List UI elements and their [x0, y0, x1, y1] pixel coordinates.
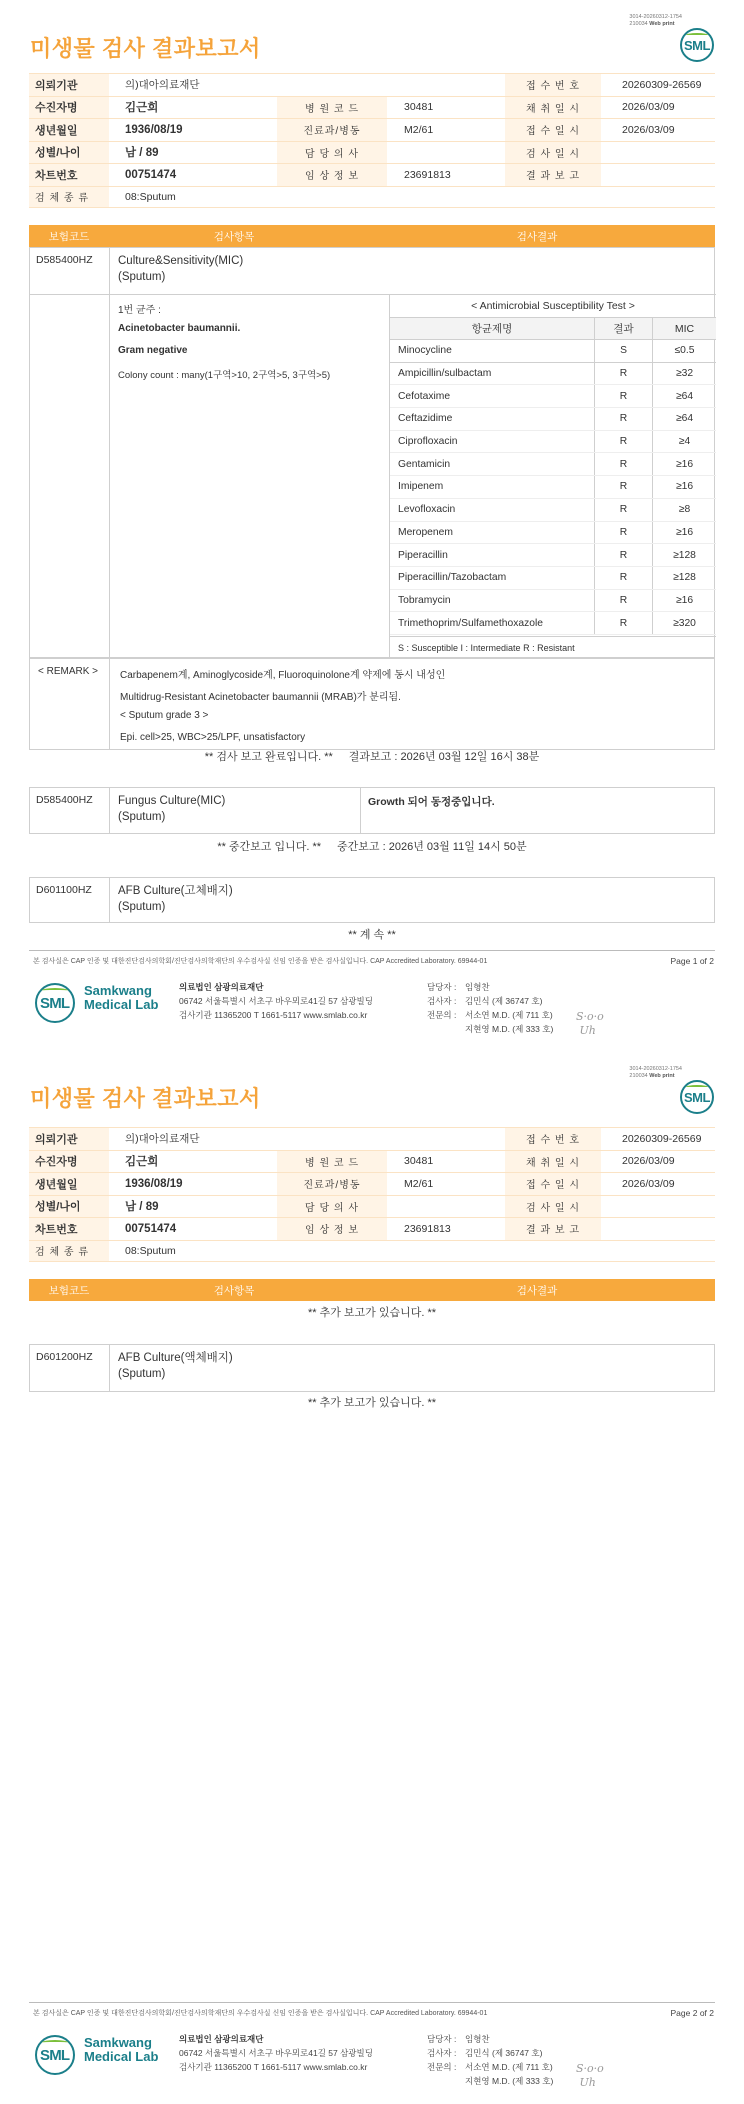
test-culture-sensitivity [29, 247, 715, 295]
ast-row [390, 453, 716, 476]
label-physician: 담 당 의 사 [277, 1196, 387, 1218]
logo-text: SML [684, 38, 710, 53]
footer-brand [84, 984, 158, 1012]
signature-image: S·o·o Uh [576, 1010, 604, 1037]
label-test-date: 검 사 일 시 [505, 1196, 601, 1218]
ast-mic: ≥16 [675, 481, 694, 493]
gram-stain: Gram negative [118, 345, 188, 356]
label-report-date: 결 과 보 고 [505, 1218, 601, 1240]
label-patient-name: 수진자명 [29, 1151, 109, 1173]
label-patient-name: 수진자명 [29, 97, 109, 119]
organism-label: 1번 균주 : [118, 305, 161, 316]
label-specimen-type: 검 체 종 류 [29, 1241, 109, 1262]
value-patient-name: 김근희 [125, 1156, 159, 1169]
ast-result: R [595, 363, 653, 385]
ast-mic: ≥128 [673, 549, 696, 561]
ast-result: R [595, 544, 653, 566]
value-accession: 20260309-26569 [622, 1132, 702, 1145]
ast-row [390, 567, 716, 590]
remark-label: < REMARK > [30, 659, 110, 749]
brand-line: Medical Lab [84, 2049, 159, 2064]
test-fungus-culture [29, 787, 715, 834]
staff-role: 전문의 : [427, 2062, 457, 2072]
sml-footer-logo [35, 983, 75, 1023]
value-birthdate: 1936/08/19 [125, 1177, 183, 1190]
value-specimen-type: 08:Sputum [125, 1244, 176, 1257]
brand-line: Samkwang [84, 983, 152, 998]
test-specimen: (Sputum) [118, 901, 166, 913]
test-specimen: (Sputum) [118, 271, 166, 283]
patient-info-table [29, 1127, 715, 1262]
ast-row [390, 544, 716, 567]
staff-role: 전문의 : [427, 1010, 457, 1020]
value-collection-date: 2026/03/09 [622, 101, 675, 114]
staff-name: 임형찬 [465, 2034, 490, 2044]
ast-row [390, 499, 716, 522]
ast-result: R [595, 453, 653, 475]
test-name: AFB Culture(액체배지) [118, 1352, 233, 1364]
brand-line: Samkwang [84, 2035, 152, 2050]
address: 06742 서울특별시 서초구 바우뫼로41길 57 삼광빌딩 [179, 996, 373, 1006]
label-accession: 접 수 번 호 [505, 74, 601, 96]
sml-logo [680, 1080, 714, 1114]
value-clinical-info: 23691813 [404, 1222, 451, 1235]
ast-col-drug: 항균제명 [390, 318, 595, 339]
ast-result: R [595, 522, 653, 544]
ast-drug: Tobramycin [390, 590, 595, 612]
ast-drug: Minocycline [390, 340, 595, 362]
footer-staff [427, 980, 553, 1036]
ast-drug: Ciprofloxacin [390, 431, 595, 453]
value-received-date: 2026/03/09 [622, 1177, 675, 1190]
ast-mic: ≤0.5 [674, 345, 695, 357]
test-specimen: (Sputum) [118, 811, 166, 823]
info-row [29, 73, 715, 96]
sml-footer-logo [35, 2035, 75, 2075]
organism-name: Acinetobacter baumannii. [118, 323, 241, 334]
status-text: ** 중간보고 입니다. ** [217, 841, 322, 853]
value-chart-number: 00751474 [125, 1222, 177, 1235]
staff-name: 서소연 M.D. (제 711 호) [465, 1010, 553, 1020]
ast-result: R [595, 408, 653, 430]
staff-role: 검사자 : [427, 996, 457, 1006]
colony-count: Colony count : many(1구역>10, 2구역>5, 3구역>5) [118, 370, 331, 381]
ast-table [390, 294, 716, 658]
staff-role: 검사자 : [427, 2048, 457, 2058]
ast-drug: Imipenem [390, 476, 595, 498]
ast-drug: Ampicillin/sulbactam [390, 363, 595, 385]
test-name: AFB Culture(고체배지) [118, 885, 233, 897]
ast-mic: ≥32 [675, 368, 694, 380]
logo-text: SML [40, 995, 70, 1012]
ast-drug: Cefotaxime [390, 385, 595, 407]
logo-text: SML [684, 1090, 710, 1105]
ast-mic: ≥128 [673, 572, 696, 584]
label-collection-date: 채 취 일 시 [505, 1151, 601, 1173]
status-time: 결과보고 : 2026년 03월 12일 16시 38분 [348, 751, 540, 763]
label-physician: 담 당 의 사 [277, 142, 387, 164]
ast-drug: Piperacillin [390, 544, 595, 566]
value-specimen-type: 08:Sputum [125, 190, 176, 203]
ast-mic: ≥16 [675, 526, 694, 538]
ast-mic: ≥16 [675, 458, 694, 470]
results-table-header [29, 225, 715, 247]
remark-line: Carbapenem계, Aminoglycoside계, Fluoroquinolone계 약제에 동시 내성인 [120, 670, 446, 681]
ast-result: R [595, 385, 653, 407]
label-department: 진료과/병동 [277, 119, 387, 141]
header-insurance-code: 보험코드 [48, 1284, 90, 1297]
patient-info-table [29, 73, 715, 208]
staff-role: 담당자 : [427, 982, 457, 992]
label-clinical-info: 임 상 정 보 [277, 1218, 387, 1240]
ast-result: S [595, 340, 653, 362]
test-result: Growth 되어 동정중입니다. [368, 796, 495, 808]
ast-row [390, 590, 716, 613]
footer-address [179, 980, 373, 1022]
contact: 검사기관 11365200 T 1661-5117 www.smlab.co.kr [179, 1010, 368, 1020]
label-institution: 의뢰기관 [29, 1128, 109, 1150]
label-sex-age: 성별/나이 [29, 142, 109, 164]
logo-text: SML [40, 2047, 70, 2064]
ast-mic: ≥64 [675, 390, 694, 402]
brand-line: Medical Lab [84, 997, 159, 1012]
status-complete [0, 748, 744, 764]
staff-name: 임형찬 [465, 982, 490, 992]
remark-line: Epi. cell>25, WBC>25/LPF, unsatisfactory [120, 732, 306, 743]
label-chart-number: 차트번호 [29, 1218, 109, 1240]
ast-legend: S : Susceptible I : Intermediate R : Resistant [390, 636, 716, 658]
report-title: 미생물 검사 결과보고서 [30, 1086, 261, 1111]
corp-name: 의료법인 삼광의료재단 [179, 2034, 264, 2044]
ast-row [390, 363, 716, 386]
test-code: D585400HZ [30, 788, 110, 833]
label-hospital-code: 병 원 코 드 [277, 97, 387, 119]
value-patient-name: 김근희 [125, 102, 159, 115]
footer-address [179, 2032, 373, 2074]
report-page-1 [0, 0, 744, 1048]
continued-note: ** 계 속 ** [348, 929, 396, 941]
ast-row [390, 522, 716, 545]
page-number: Page 2 of 2 [670, 2008, 714, 2018]
info-row [29, 96, 715, 119]
header-insurance-code: 보험코드 [48, 230, 90, 243]
test-code: D601100HZ [30, 878, 110, 922]
ast-drug: Meropenem [390, 522, 595, 544]
staff-role: 담당자 : [427, 2034, 457, 2044]
additional-report-note: ** 추가 보고가 있습니다. ** [307, 1397, 437, 1409]
header-test-item: 검사항목 [213, 1284, 255, 1297]
test-name: Culture&Sensitivity(MIC) [118, 255, 244, 267]
ast-row [390, 385, 716, 408]
status-time: 중간보고 : 2026년 03월 11일 14시 50분 [337, 841, 527, 853]
ast-drug: Trimethoprim/Sulfamethoxazole [390, 612, 595, 634]
report-page-2 [0, 1052, 744, 2104]
label-chart-number: 차트번호 [29, 164, 109, 186]
value-clinical-info: 23691813 [404, 168, 451, 181]
staff-role [427, 2074, 465, 2088]
info-row [29, 186, 715, 209]
value-hospital-code: 30481 [404, 1155, 434, 1168]
contact: 검사기관 11365200 T 1661-5117 www.smlab.co.kr [179, 2062, 368, 2072]
ast-drug: Ceftazidime [390, 408, 595, 430]
stamp-label: Web print [649, 21, 675, 27]
label-received-date: 접 수 일 시 [505, 119, 601, 141]
staff-name: 지현영 M.D. (제 333 호) [465, 1024, 554, 1034]
label-sex-age: 성별/나이 [29, 1196, 109, 1218]
label-hospital-code: 병 원 코 드 [277, 1151, 387, 1173]
ast-mic: ≥320 [673, 617, 696, 629]
ast-result: R [595, 431, 653, 453]
ast-mic: ≥64 [675, 413, 694, 425]
ast-mic: ≥4 [678, 436, 691, 448]
header-test-result: 검사결과 [516, 1284, 558, 1297]
status-text: ** 검사 보고 완료입니다. ** [204, 751, 333, 763]
label-report-date: 결 과 보 고 [505, 164, 601, 186]
footer-accreditation: 본 검사실은 CAP 인증 및 대한진단검사의학회/진단검사의학재단의 우수검사실 신임 인증을 받은 검사실입니다. CAP Accredited Laboratory. 69944-01 [33, 2010, 488, 2017]
label-specimen-type: 검 체 종 류 [29, 187, 109, 208]
remark-line: Multidrug-Resistant Acinetobacter baumannii (MRAB)가 분리됨. [120, 692, 401, 703]
test-afb-solid [29, 877, 715, 923]
header-test-item: 검사항목 [213, 230, 255, 243]
value-accession: 20260309-26569 [622, 78, 702, 91]
info-row [29, 118, 715, 141]
ast-row [390, 612, 716, 635]
value-institution: 의)대아의료재단 [125, 79, 200, 92]
ast-result: R [595, 612, 653, 634]
corp-name: 의료법인 삼광의료재단 [179, 982, 264, 992]
ast-result: R [595, 567, 653, 589]
stamp-label: Web print [649, 1073, 675, 1079]
stamp-id: 3014-20260312-1754 [629, 14, 682, 20]
label-collection-date: 채 취 일 시 [505, 97, 601, 119]
ast-result: R [595, 476, 653, 498]
label-institution: 의뢰기관 [29, 74, 109, 96]
ast-drug: Piperacillin/Tazobactam [390, 567, 595, 589]
address: 06742 서울특별시 서초구 바우뫼로41길 57 삼광빌딩 [179, 2048, 373, 2058]
label-test-date: 검 사 일 시 [505, 142, 601, 164]
remark-section [29, 658, 715, 750]
print-stamp [629, 1066, 682, 1080]
value-department: M2/61 [404, 1177, 434, 1190]
stamp-code: 210034 [629, 21, 648, 27]
ast-mic: ≥8 [678, 504, 691, 516]
value-chart-number: 00751474 [125, 168, 177, 181]
label-accession: 접 수 번 호 [505, 1128, 601, 1150]
value-hospital-code: 30481 [404, 101, 434, 114]
value-institution: 의)대아의료재단 [125, 1133, 200, 1146]
value-sex-age: 남 / 89 [125, 1201, 159, 1214]
remark-line: < Sputum grade 3 > [120, 710, 209, 721]
status-interim [0, 838, 744, 854]
organism-info [110, 294, 390, 658]
ast-result: R [595, 590, 653, 612]
footer-staff [427, 2032, 553, 2088]
test-afb-liquid [29, 1344, 715, 1392]
value-collection-date: 2026/03/09 [622, 1155, 675, 1168]
test-code: D585400HZ [30, 248, 110, 294]
label-received-date: 접 수 일 시 [505, 1173, 601, 1195]
additional-report-note: ** 추가 보고가 있습니다. ** [307, 1307, 437, 1319]
label-department: 진료과/병동 [277, 1173, 387, 1195]
info-row [29, 141, 715, 164]
value-birthdate: 1936/08/19 [125, 123, 183, 136]
value-received-date: 2026/03/09 [622, 123, 675, 136]
value-department: M2/61 [404, 123, 434, 136]
ast-row [390, 408, 716, 431]
ast-col-mic: MIC [674, 322, 695, 335]
ast-drug: Gentamicin [390, 453, 595, 475]
ast-row [390, 431, 716, 454]
staff-role [427, 1022, 465, 1036]
ast-title: < Antimicrobial Susceptibility Test > [390, 295, 716, 318]
info-row [29, 163, 715, 186]
label-birthdate: 생년월일 [29, 1173, 109, 1195]
label-clinical-info: 임 상 정 보 [277, 164, 387, 186]
staff-name: 서소연 M.D. (제 711 호) [465, 2062, 553, 2072]
value-sex-age: 남 / 89 [125, 147, 159, 160]
ast-drug: Levofloxacin [390, 499, 595, 521]
ast-row [390, 340, 716, 363]
ast-col-result: 결과 [595, 318, 653, 339]
stamp-code: 210034 [629, 1073, 648, 1079]
report-title: 미생물 검사 결과보고서 [30, 36, 261, 61]
header-test-result: 검사결과 [516, 230, 558, 243]
ast-section [29, 294, 715, 658]
staff-name: 지현영 M.D. (제 333 호) [465, 2076, 554, 2086]
sml-logo [680, 28, 714, 62]
ast-mic: ≥16 [675, 594, 694, 606]
test-name: Fungus Culture(MIC) [118, 795, 226, 807]
results-table-header [29, 1279, 715, 1301]
ast-result: R [595, 499, 653, 521]
print-stamp [629, 14, 682, 28]
label-birthdate: 생년월일 [29, 119, 109, 141]
test-specimen: (Sputum) [118, 1368, 166, 1380]
test-code: D601200HZ [30, 1345, 110, 1391]
footer-brand [84, 2036, 158, 2064]
page-number: Page 1 of 2 [670, 956, 714, 966]
stamp-id: 3014-20260312-1754 [629, 1066, 682, 1072]
signature-image: S·o·o Uh [576, 2062, 604, 2089]
ast-row [390, 476, 716, 499]
staff-name: 김민식 (제 36747 호) [465, 2048, 543, 2058]
staff-name: 김민식 (제 36747 호) [465, 996, 543, 1006]
footer-accreditation: 본 검사실은 CAP 인증 및 대한진단검사의학회/진단검사의학재단의 우수검사실 신임 인증을 받은 검사실입니다. CAP Accredited Laboratory. 69944-01 [33, 958, 488, 965]
